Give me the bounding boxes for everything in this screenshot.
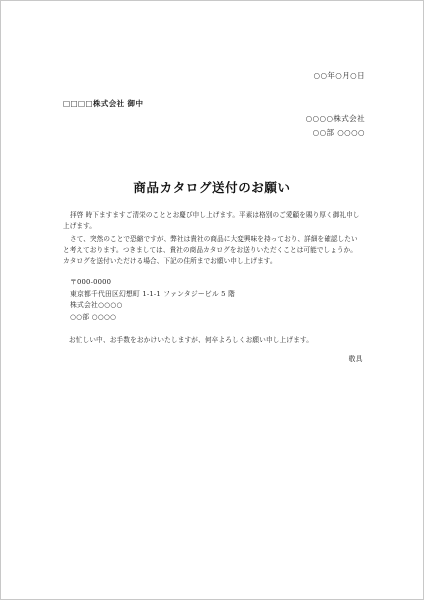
closing-note: お忙しい中、お手数をおかけいたしますが、何卒よろしくお願い申し上げます。 [69, 336, 314, 344]
recipient-name: □□□□株式会社 御中 [63, 99, 144, 108]
address-street: 東京都千代田区幻想町 1-1-1 ファンタジービル 5 階 [70, 289, 236, 298]
address-person: ○○部 ○○○○ [70, 312, 117, 321]
greeting-paragraph: 拝啓 時下ますますご清栄のこととお慶び申し上げます。平素は格別のご愛顧を賜り厚く御礼申し上げます。 [63, 211, 360, 230]
letter-title: 商品カタログ送付のお願い [133, 180, 291, 195]
closing-word: 敬具 [348, 355, 363, 363]
sender-person: ○○部 ○○○○ [312, 128, 365, 137]
sender-block [306, 112, 365, 140]
delivery-address [70, 277, 235, 323]
sender-company: ○○○○株式会社 [305, 114, 365, 123]
address-company: 株式会社○○○○ [70, 301, 123, 309]
letter-date: ○○年○月○日 [313, 71, 365, 80]
address-postal-code: 〒000-0000 [70, 278, 112, 286]
request-paragraph: さて、突然のことで恐縮ですが、弊社は貴社の商品に大変興味を持っており、詳細を確認したいと考えております。つきましては、貴社の商品カタログをお送りいただくことは可能でしょうか。カタログを送付いただける場合、下記の住所までお願い申し上げます。 [63, 235, 358, 265]
